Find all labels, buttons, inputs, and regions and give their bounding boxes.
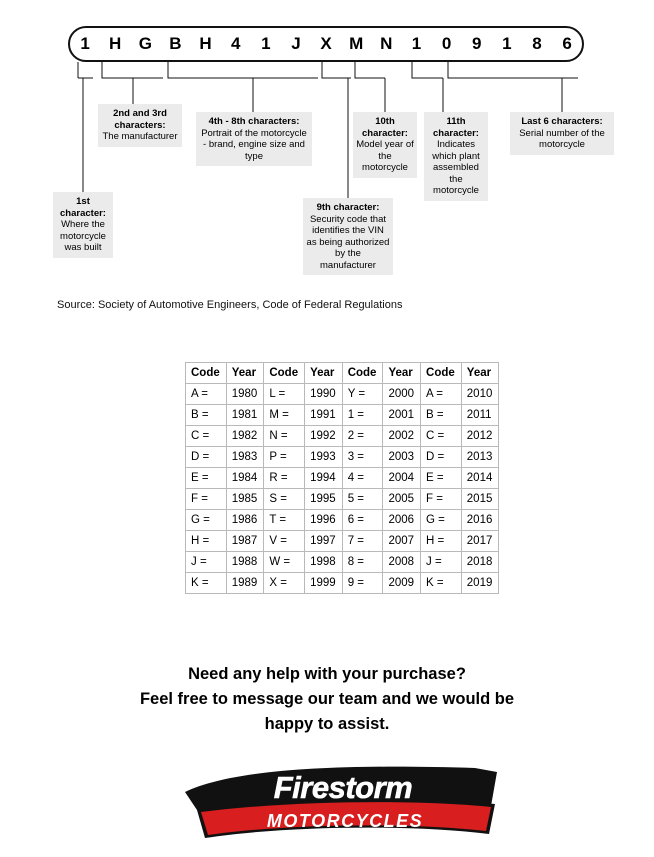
vin-number-strip: [68, 26, 584, 62]
cell-year: 1990: [305, 384, 343, 405]
cell-code: M =: [264, 405, 305, 426]
table-header-row: [186, 363, 499, 384]
cell-year: 1984: [226, 468, 264, 489]
vin-char: N: [380, 34, 393, 53]
cell-code: N =: [264, 426, 305, 447]
callout-first-character: [53, 192, 113, 258]
cell-code: Y =: [342, 384, 383, 405]
help-message: [0, 662, 654, 737]
cell-year: 2009: [383, 573, 421, 594]
cell-code: L =: [264, 384, 305, 405]
cell-year: 2008: [383, 552, 421, 573]
cell-year: 1988: [226, 552, 264, 573]
vin-char: J: [291, 34, 301, 53]
logo-sub-text: MOTORCYCLES: [266, 811, 424, 831]
callout-body: Where the motorcycle was built: [60, 219, 106, 253]
cell-year: 1994: [305, 468, 343, 489]
cell-code: 3 =: [342, 447, 383, 468]
help-line-3: happy to assist.: [264, 715, 390, 733]
column-header: Year: [226, 363, 264, 384]
cell-code: X =: [264, 573, 305, 594]
source-note: Source: Society of Automotive Engineers, Code of Federal Regulations: [57, 299, 403, 311]
cell-code: W =: [264, 552, 305, 573]
cell-year: 2011: [461, 405, 499, 426]
table-row: [186, 426, 499, 447]
cell-code: B =: [421, 405, 462, 426]
cell-code: V =: [264, 531, 305, 552]
column-header: Year: [383, 363, 421, 384]
cell-code: G =: [421, 510, 462, 531]
cell-year: 2003: [383, 447, 421, 468]
column-header: Code: [421, 363, 462, 384]
callout-body: Indicates which plant assembled the motorcycle: [432, 139, 480, 196]
cell-code: A =: [421, 384, 462, 405]
vin-char: 1: [261, 34, 271, 53]
callout-second-third-characters: [98, 104, 182, 147]
cell-code: H =: [421, 531, 462, 552]
cell-code: 9 =: [342, 573, 383, 594]
callout-body: Portrait of the motorcycle - brand, engine size and type: [201, 127, 307, 162]
cell-year: 2012: [461, 426, 499, 447]
vin-diagram: [0, 0, 654, 320]
callout-header: 9th character:: [316, 202, 380, 213]
cell-year: 1992: [305, 426, 343, 447]
callout-body: Security code that identifies the VIN as being authorized by the manufacturer: [306, 213, 390, 271]
callout-last-six-characters: [510, 112, 614, 155]
cell-year: 2004: [383, 468, 421, 489]
cell-code: 7 =: [342, 531, 383, 552]
cell-year: 2007: [383, 531, 421, 552]
column-header: Year: [461, 363, 499, 384]
cell-code: F =: [186, 489, 227, 510]
table-row: [186, 552, 499, 573]
cell-code: 6 =: [342, 510, 383, 531]
cell-code: 1 =: [342, 405, 383, 426]
cell-year: 2000: [383, 384, 421, 405]
table-row: [186, 489, 499, 510]
table-row: [186, 573, 499, 594]
cell-code: E =: [186, 468, 227, 489]
cell-code: R =: [264, 468, 305, 489]
column-header: Year: [305, 363, 343, 384]
cell-code: K =: [186, 573, 227, 594]
cell-year: 1983: [226, 447, 264, 468]
cell-code: F =: [421, 489, 462, 510]
cell-code: H =: [186, 531, 227, 552]
cell-code: E =: [421, 468, 462, 489]
cell-code: 5 =: [342, 489, 383, 510]
column-header: Code: [342, 363, 383, 384]
cell-code: G =: [186, 510, 227, 531]
cell-year: 2016: [461, 510, 499, 531]
cell-year: 1995: [305, 489, 343, 510]
cell-year: 1998: [305, 552, 343, 573]
column-header: Code: [264, 363, 305, 384]
callout-body: Model year of the motorcycle: [356, 139, 414, 173]
callout-body: The manufacturer: [102, 131, 178, 142]
cell-year: 1982: [226, 426, 264, 447]
cell-code: B =: [186, 405, 227, 426]
cell-year: 1987: [226, 531, 264, 552]
cell-code: J =: [186, 552, 227, 573]
vin-char: M: [349, 34, 364, 53]
callout-eleventh-character: [424, 112, 488, 201]
cell-year: 2010: [461, 384, 499, 405]
cell-code: 8 =: [342, 552, 383, 573]
cell-year: 2006: [383, 510, 421, 531]
cell-code: K =: [421, 573, 462, 594]
cell-year: 2001: [383, 405, 421, 426]
callout-header: 1st character:: [60, 196, 106, 219]
cell-year: 2005: [383, 489, 421, 510]
cell-year: 1985: [226, 489, 264, 510]
cell-year: 2018: [461, 552, 499, 573]
cell-code: 4 =: [342, 468, 383, 489]
vin-char: G: [138, 34, 152, 53]
help-line-2: Feel free to message our team and we would be: [139, 690, 515, 708]
cell-code: A =: [186, 384, 227, 405]
cell-year: 1993: [305, 447, 343, 468]
logo-brand-text: Firestorm: [273, 770, 413, 805]
vin-char: 0: [441, 34, 452, 53]
callout-header: Last 6 characters:: [521, 116, 603, 127]
cell-code: S =: [264, 489, 305, 510]
table-row: [186, 405, 499, 426]
cell-year: 1999: [305, 573, 343, 594]
cell-code: P =: [264, 447, 305, 468]
callout-fourth-eighth-characters: [196, 112, 312, 166]
cell-year: 2017: [461, 531, 499, 552]
callout-header: 10th character:: [362, 116, 408, 139]
vin-char: 1: [80, 34, 90, 53]
cell-code: C =: [421, 426, 462, 447]
model-year-code-table: [185, 362, 499, 594]
callout-body: Serial number of the motorcycle: [519, 127, 605, 150]
vin-char: H: [199, 34, 212, 53]
vin-char: 6: [562, 34, 572, 53]
table-row: [186, 531, 499, 552]
cell-year: 2015: [461, 489, 499, 510]
callout-header: 2nd and 3rd characters:: [113, 108, 167, 131]
table-row: [186, 384, 499, 405]
cell-code: D =: [186, 447, 227, 468]
vin-char: X: [320, 34, 332, 53]
vin-char: H: [109, 34, 122, 53]
cell-year: 1981: [226, 405, 264, 426]
vin-char: 9: [471, 34, 482, 53]
column-header: Code: [186, 363, 227, 384]
cell-year: 2019: [461, 573, 499, 594]
table-row: [186, 510, 499, 531]
table-row: [186, 468, 499, 489]
vin-char: B: [169, 34, 182, 53]
callout-tenth-character: [353, 112, 417, 178]
cell-year: 1986: [226, 510, 264, 531]
vin-char: 8: [532, 34, 542, 53]
callout-header: 4th - 8th characters:: [208, 116, 300, 127]
vin-char: 1: [502, 34, 512, 53]
cell-code: J =: [421, 552, 462, 573]
cell-year: 1989: [226, 573, 264, 594]
cell-year: 2014: [461, 468, 499, 489]
cell-year: 2002: [383, 426, 421, 447]
cell-code: D =: [421, 447, 462, 468]
callout-header: 11th character:: [433, 116, 479, 139]
callout-ninth-character: [303, 198, 393, 275]
cell-year: 1996: [305, 510, 343, 531]
cell-code: 2 =: [342, 426, 383, 447]
cell-year: 2013: [461, 447, 499, 468]
cell-year: 1980: [226, 384, 264, 405]
cell-year: 1991: [305, 405, 343, 426]
vin-char: 1: [411, 34, 422, 53]
vin-char: 4: [230, 34, 241, 53]
table-row: [186, 447, 499, 468]
help-line-1: Need any help with your purchase?: [188, 665, 466, 683]
cell-code: C =: [186, 426, 227, 447]
cell-code: T =: [264, 510, 305, 531]
firestorm-motorcycles-logo: [175, 762, 505, 844]
cell-year: 1997: [305, 531, 343, 552]
